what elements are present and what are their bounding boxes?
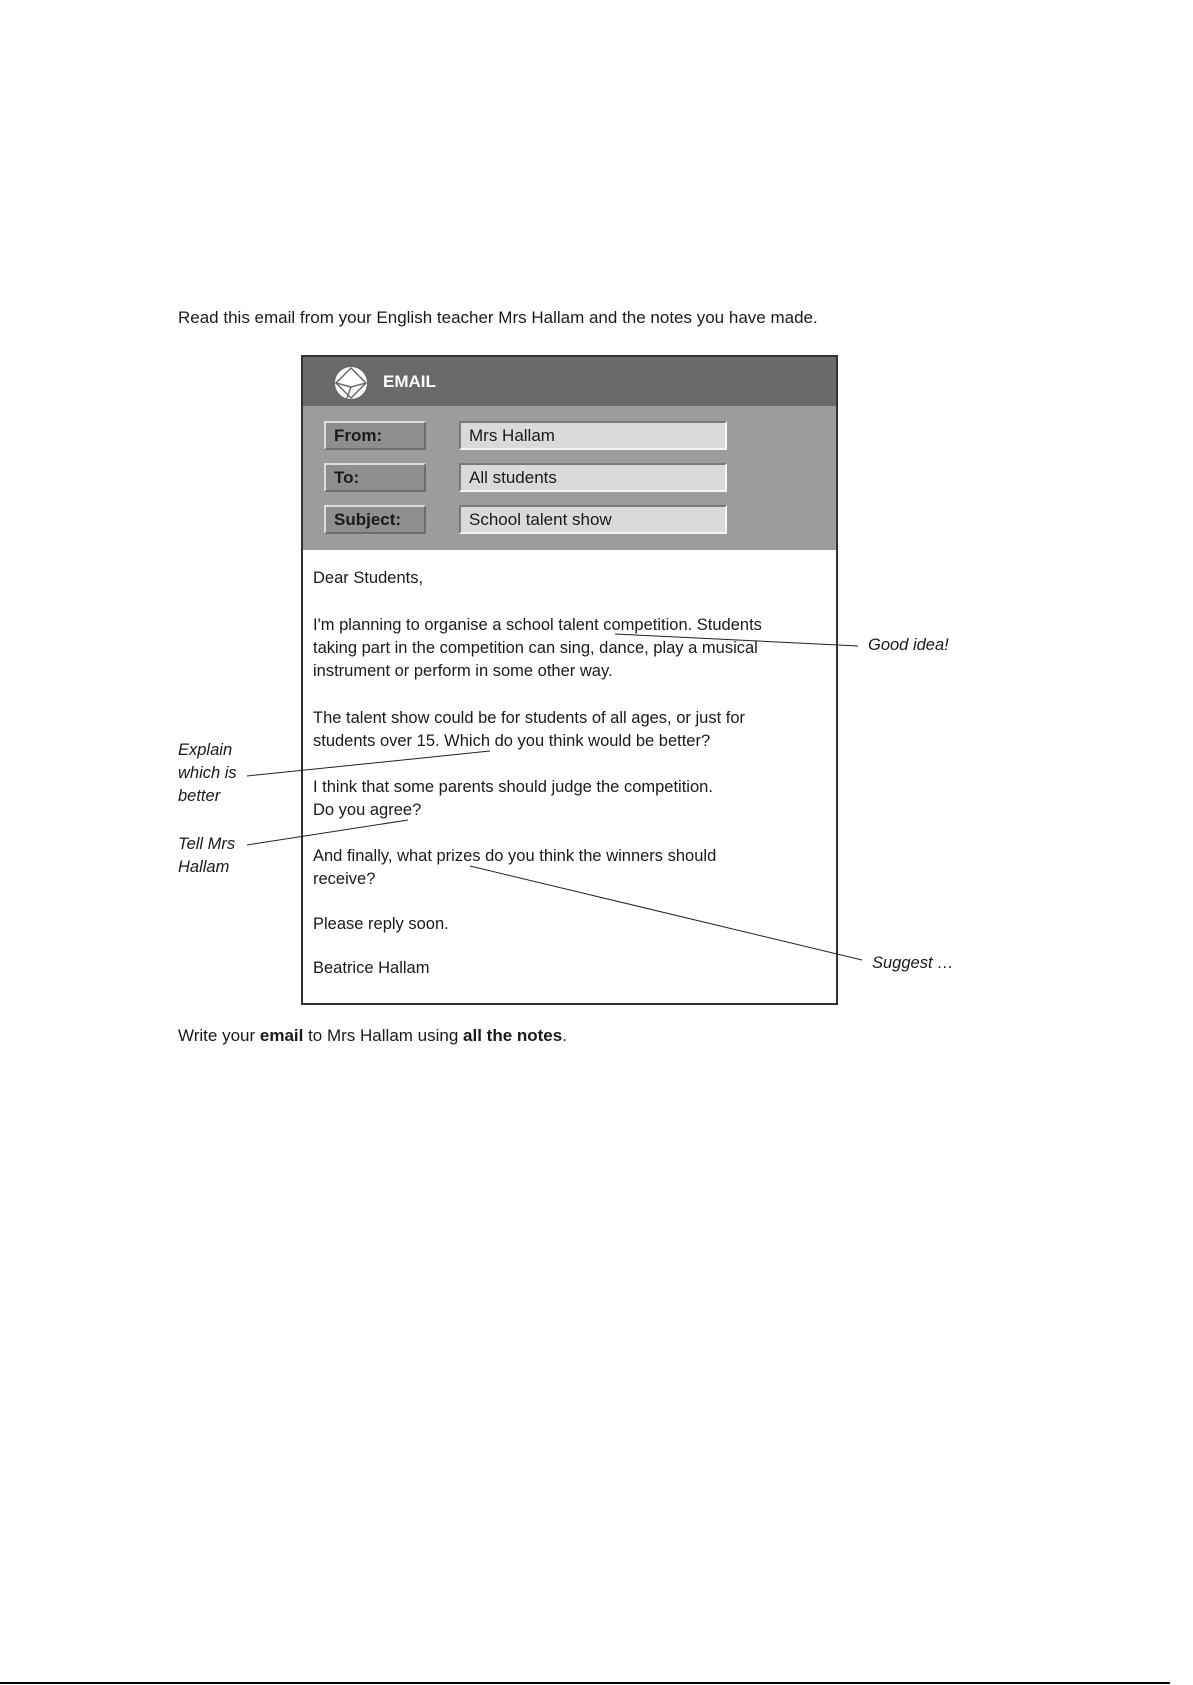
note-line: better	[178, 787, 221, 805]
note-line: Explain	[178, 741, 233, 759]
page-bottom-rule	[0, 1682, 1170, 1684]
body-line: The talent show could be for students of all ages, or just for	[313, 709, 745, 727]
note-line: which is	[178, 764, 237, 782]
task-bold: email	[259, 1026, 304, 1045]
email-greeting: Dear Students,	[313, 569, 424, 587]
to-label: To:	[324, 463, 426, 492]
note-suggest: Suggest …	[872, 954, 954, 972]
email-title: EMAIL	[383, 372, 436, 391]
from-field: Mrs Hallam	[459, 421, 727, 450]
note-tell	[178, 833, 235, 879]
body-line: I'm planning to organise a school talent competition. Students	[313, 616, 762, 634]
body-line: instrument or perform in some other way.	[313, 662, 613, 680]
body-line: receive?	[313, 870, 376, 888]
note-line-explain	[247, 751, 490, 776]
note-line-suggest	[470, 866, 862, 960]
email-closing: Please reply soon.	[313, 915, 449, 933]
note-line: Hallam	[178, 858, 230, 876]
note-line: Tell Mrs	[178, 835, 236, 853]
note-explain	[178, 739, 237, 808]
body-line: Do you agree?	[313, 801, 422, 819]
task-part: to Mrs Hallam using	[303, 1026, 464, 1045]
subject-field: School talent show	[459, 505, 727, 534]
note-line-tell	[247, 820, 408, 845]
from-label: From:	[324, 421, 426, 450]
note-good-idea: Good idea!	[868, 636, 949, 654]
body-line: students over 15. Which do you think would be better?	[313, 732, 711, 750]
task-bold: all the notes	[463, 1026, 563, 1045]
body-line: taking part in the competition can sing, dance, play a musical	[313, 639, 758, 657]
body-line: And finally, what prizes do you think the winners should	[313, 847, 717, 865]
task-part: .	[562, 1026, 567, 1045]
email-signature: Beatrice Hallam	[313, 959, 430, 977]
instruction-text: Read this email from your English teacher Mrs Hallam and the notes you have made.	[178, 308, 818, 327]
body-line: I think that some parents should judge the competition.	[313, 778, 713, 796]
note-line-good-idea	[615, 634, 858, 646]
subject-label: Subject:	[324, 505, 426, 534]
to-field: All students	[459, 463, 727, 492]
task-part: Write your	[178, 1026, 260, 1045]
task-text	[178, 1026, 567, 1046]
